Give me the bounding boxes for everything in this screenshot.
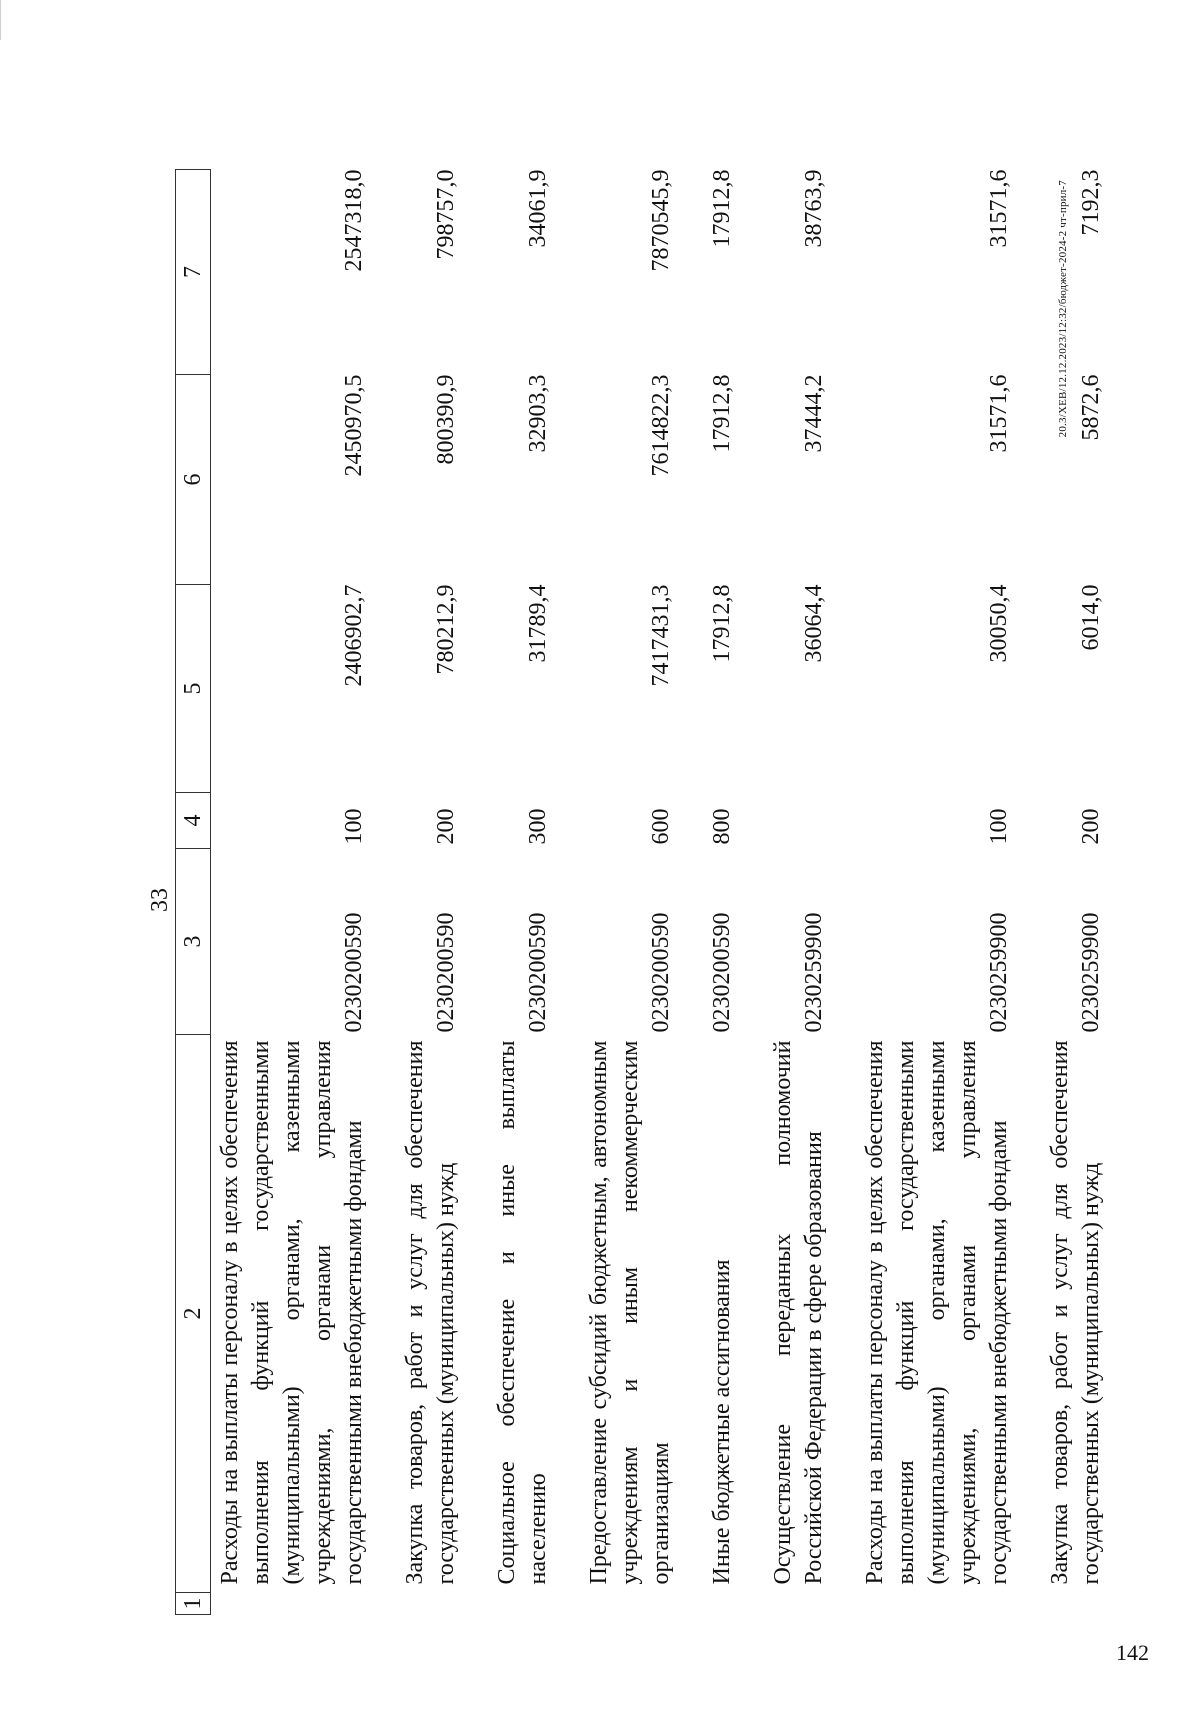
amount-col-6: 7614822,3: [648, 374, 674, 477]
amount-col-7: 34061,9: [525, 169, 551, 248]
header-row: [176, 170, 211, 1615]
amount-col-7: 17912,8: [709, 169, 735, 248]
target-code: 0230200590: [433, 912, 459, 1033]
amount-col-7: 38763,9: [801, 169, 827, 248]
header-col-1: 1: [176, 1593, 211, 1615]
row-num-cell: [584, 1593, 707, 1615]
item-name: Предоставление субсидий бюджетным, автономным учреждениям и иным некоммерческим организациям: [586, 1040, 674, 1585]
table-row: [768, 170, 860, 1615]
scan-edge-mark: [0, 0, 4, 40]
table-row: [492, 170, 584, 1615]
amount-col-6: 2450970,5: [341, 374, 367, 477]
row-num-cell: [768, 1593, 860, 1615]
amount-col-7: 2547318,0: [341, 169, 367, 272]
amount-col-7: 31571,6: [986, 169, 1012, 248]
table-row: [211, 170, 401, 1615]
amount-col-7: 798757,0: [433, 169, 459, 260]
expense-type: 800: [709, 808, 735, 845]
item-name: Социальное обеспечение и иные выплаты населению: [494, 1040, 551, 1585]
amount-col-5: 2406902,7: [341, 584, 367, 687]
amount-col-7: 7192,3: [1078, 169, 1104, 236]
row-num-cell: [1045, 1593, 1137, 1615]
row-num-cell: [211, 1593, 401, 1615]
amount-col-6: 31571,6: [986, 374, 1012, 453]
amount-col-5: 17912,8: [709, 584, 735, 663]
target-code: 0230259900: [801, 912, 827, 1033]
amount-col-6: 32903,3: [525, 374, 551, 453]
table-row: [584, 170, 707, 1615]
target-code: 0230200590: [341, 912, 367, 1033]
item-name: Закупка товаров, работ и услуг для обеспечения государственных (муниципальных) нужд: [402, 1040, 459, 1585]
target-code: 0230200590: [648, 912, 674, 1033]
target-code: 0230259900: [986, 912, 1012, 1033]
item-name: Закупка товаров, работ и услуг для обеспечения государственных (муниципальных) нужд: [1047, 1040, 1104, 1585]
expense-type: 600: [648, 808, 674, 845]
expense-type: 200: [1078, 808, 1104, 845]
amount-col-6: 17912,8: [709, 374, 735, 453]
header-col-5: 5: [176, 585, 211, 793]
row-num-cell: [400, 1593, 492, 1615]
target-code: 0230259900: [1078, 912, 1104, 1033]
target-code: 0230200590: [525, 912, 551, 1033]
amount-col-7: 7870545,9: [648, 169, 674, 272]
header-col-2: 2: [176, 1035, 211, 1593]
sheet-page-number: 33: [147, 888, 173, 912]
item-name: Иные бюджетные ассигнования: [709, 1259, 735, 1585]
row-num-cell: [492, 1593, 584, 1615]
table-row: [707, 170, 768, 1615]
table-row: [400, 170, 492, 1615]
amount-col-5: 7417431,3: [648, 584, 674, 687]
row-num-cell: [860, 1593, 1045, 1615]
amount-col-5: 30050,4: [986, 584, 1012, 663]
header-col-7: 7: [176, 170, 211, 375]
target-code: 0230200590: [709, 912, 735, 1033]
amount-col-6: 37444,2: [801, 374, 827, 453]
expense-type: 300: [525, 808, 551, 845]
amount-col-6: 800390,9: [433, 374, 459, 465]
budget-table: [175, 169, 1137, 1615]
table-row: [860, 170, 1045, 1615]
amount-col-5: 780212,9: [433, 584, 459, 675]
amount-col-5: 36064,4: [801, 584, 827, 663]
item-name: Расходы на выплаты персоналу в целях обеспечения выполнения функций государственными (муниципальными) органами, казенными учреждениями, органами управления государственными внебюджетными фондами: [217, 1040, 367, 1585]
expense-type: 100: [986, 808, 1012, 845]
item-name: Осуществление переданных полномочий Российской Федерации в сфере образования: [770, 1040, 827, 1585]
expense-type: 200: [433, 808, 459, 845]
header-col-6: 6: [176, 375, 211, 585]
header-col-3: 3: [176, 849, 211, 1035]
amount-col-6: 5872,6: [1078, 374, 1104, 441]
row-num-cell: [707, 1593, 768, 1615]
document-footer-code: 20.3/ХЕВ/12.12.2023/12:32/бюджет-2024-2 чт-прил-7: [1057, 180, 1069, 438]
amount-col-5: 6014,0: [1078, 584, 1104, 651]
expense-type: [768, 793, 860, 849]
item-name: Расходы на выплаты персоналу в целях обеспечения выполнения функций государственными (муниципальными) органами, казенными учреждениями, органами управления государственными внебюджетными фондами: [862, 1040, 1012, 1585]
amount-col-5: 31789,4: [525, 584, 551, 663]
document-page-number: 142: [1116, 1640, 1149, 1665]
expense-type: 100: [341, 808, 367, 845]
rotated-table-sheet: [95, 90, 1105, 1710]
header-col-4: 4: [176, 793, 211, 849]
